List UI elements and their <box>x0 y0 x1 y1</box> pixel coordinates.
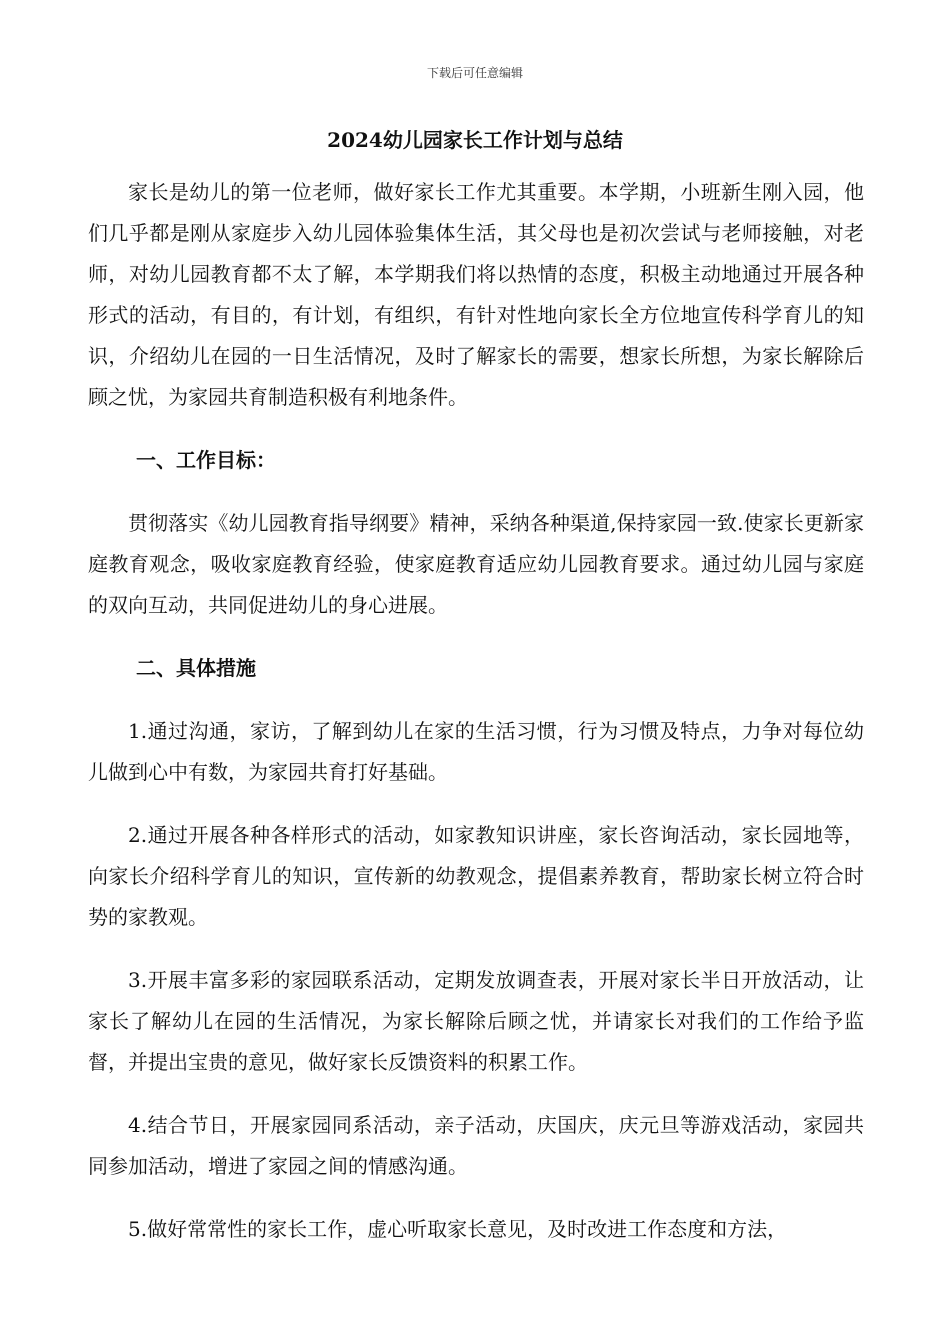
measure-item-4: 4.结合节日，开展家园同系活动，亲子活动，庆国庆，庆元旦等游戏活动，家园共同参加活动，增进了家园之间的情感沟通。 <box>88 1113 864 1178</box>
document-title: 2024幼儿园家长工作计划与总结 <box>327 128 623 152</box>
intro-paragraph: 家长是幼儿的第一位老师，做好家长工作尤其重要。本学期，小班新生刚入园，他们几乎都是刚从家庭步入幼儿园体验集体生活，其父母也是初次尝试与老师接触，对老师，对幼儿园教育都不太了解，本学期我们将以热情的态度，积极主动地通过开展各种形式的活动，有目的，有计划，有组织，有针对性地向家长全方位地宣传科学育儿的知识，介绍幼儿在园的一日生活情况，及时了解家长的需要，想家长所想，为家长解除后顾之忧，为家园共育制造积极有利地条件。 <box>88 180 864 409</box>
section-heading-goals: 一、工作目标： <box>136 448 276 472</box>
section-heading-measures: 二、具体措施 <box>136 656 256 680</box>
measure-item-5: 5.做好常常性的家长工作，虚心听取家长意见，及时改进工作态度和方法， <box>128 1217 788 1241</box>
goals-paragraph: 贯彻落实《幼儿园教育指导纲要》精神，采纳各种渠道,保持家园一致.使家长更新家庭教育观念，吸收家庭教育经验，使家庭教育适应幼儿园教育要求。通过幼儿园与家庭的双向互动，共同促进幼儿的身心进展。 <box>88 511 864 617</box>
document-body <box>88 172 864 1272</box>
measure-item-1: 1.通过沟通，家访，了解到幼儿在家的生活习惯，行为习惯及特点，力争对每位幼儿做到心中有数，为家园共育打好基础。 <box>88 719 864 784</box>
measure-item-3: 3.开展丰富多彩的家园联系活动，定期发放调查表，开展对家长半日开放活动，让家长了解幼儿在园的生活情况，为家长解除后顾之忧，并请家长对我们的工作给予监督，并提出宝贵的意见，做好家长反馈资料的积累工作。 <box>88 968 864 1074</box>
header-note: 下载后可任意编辑 <box>426 66 523 80</box>
measure-item-2: 2.通过开展各种各样形式的活动，如家教知识讲座，家长咨询活动，家长园地等，向家长介绍科学育儿的知识，宣传新的幼教观念，提倡素养教育，帮助家长树立符合时势的家教观。 <box>88 823 864 929</box>
